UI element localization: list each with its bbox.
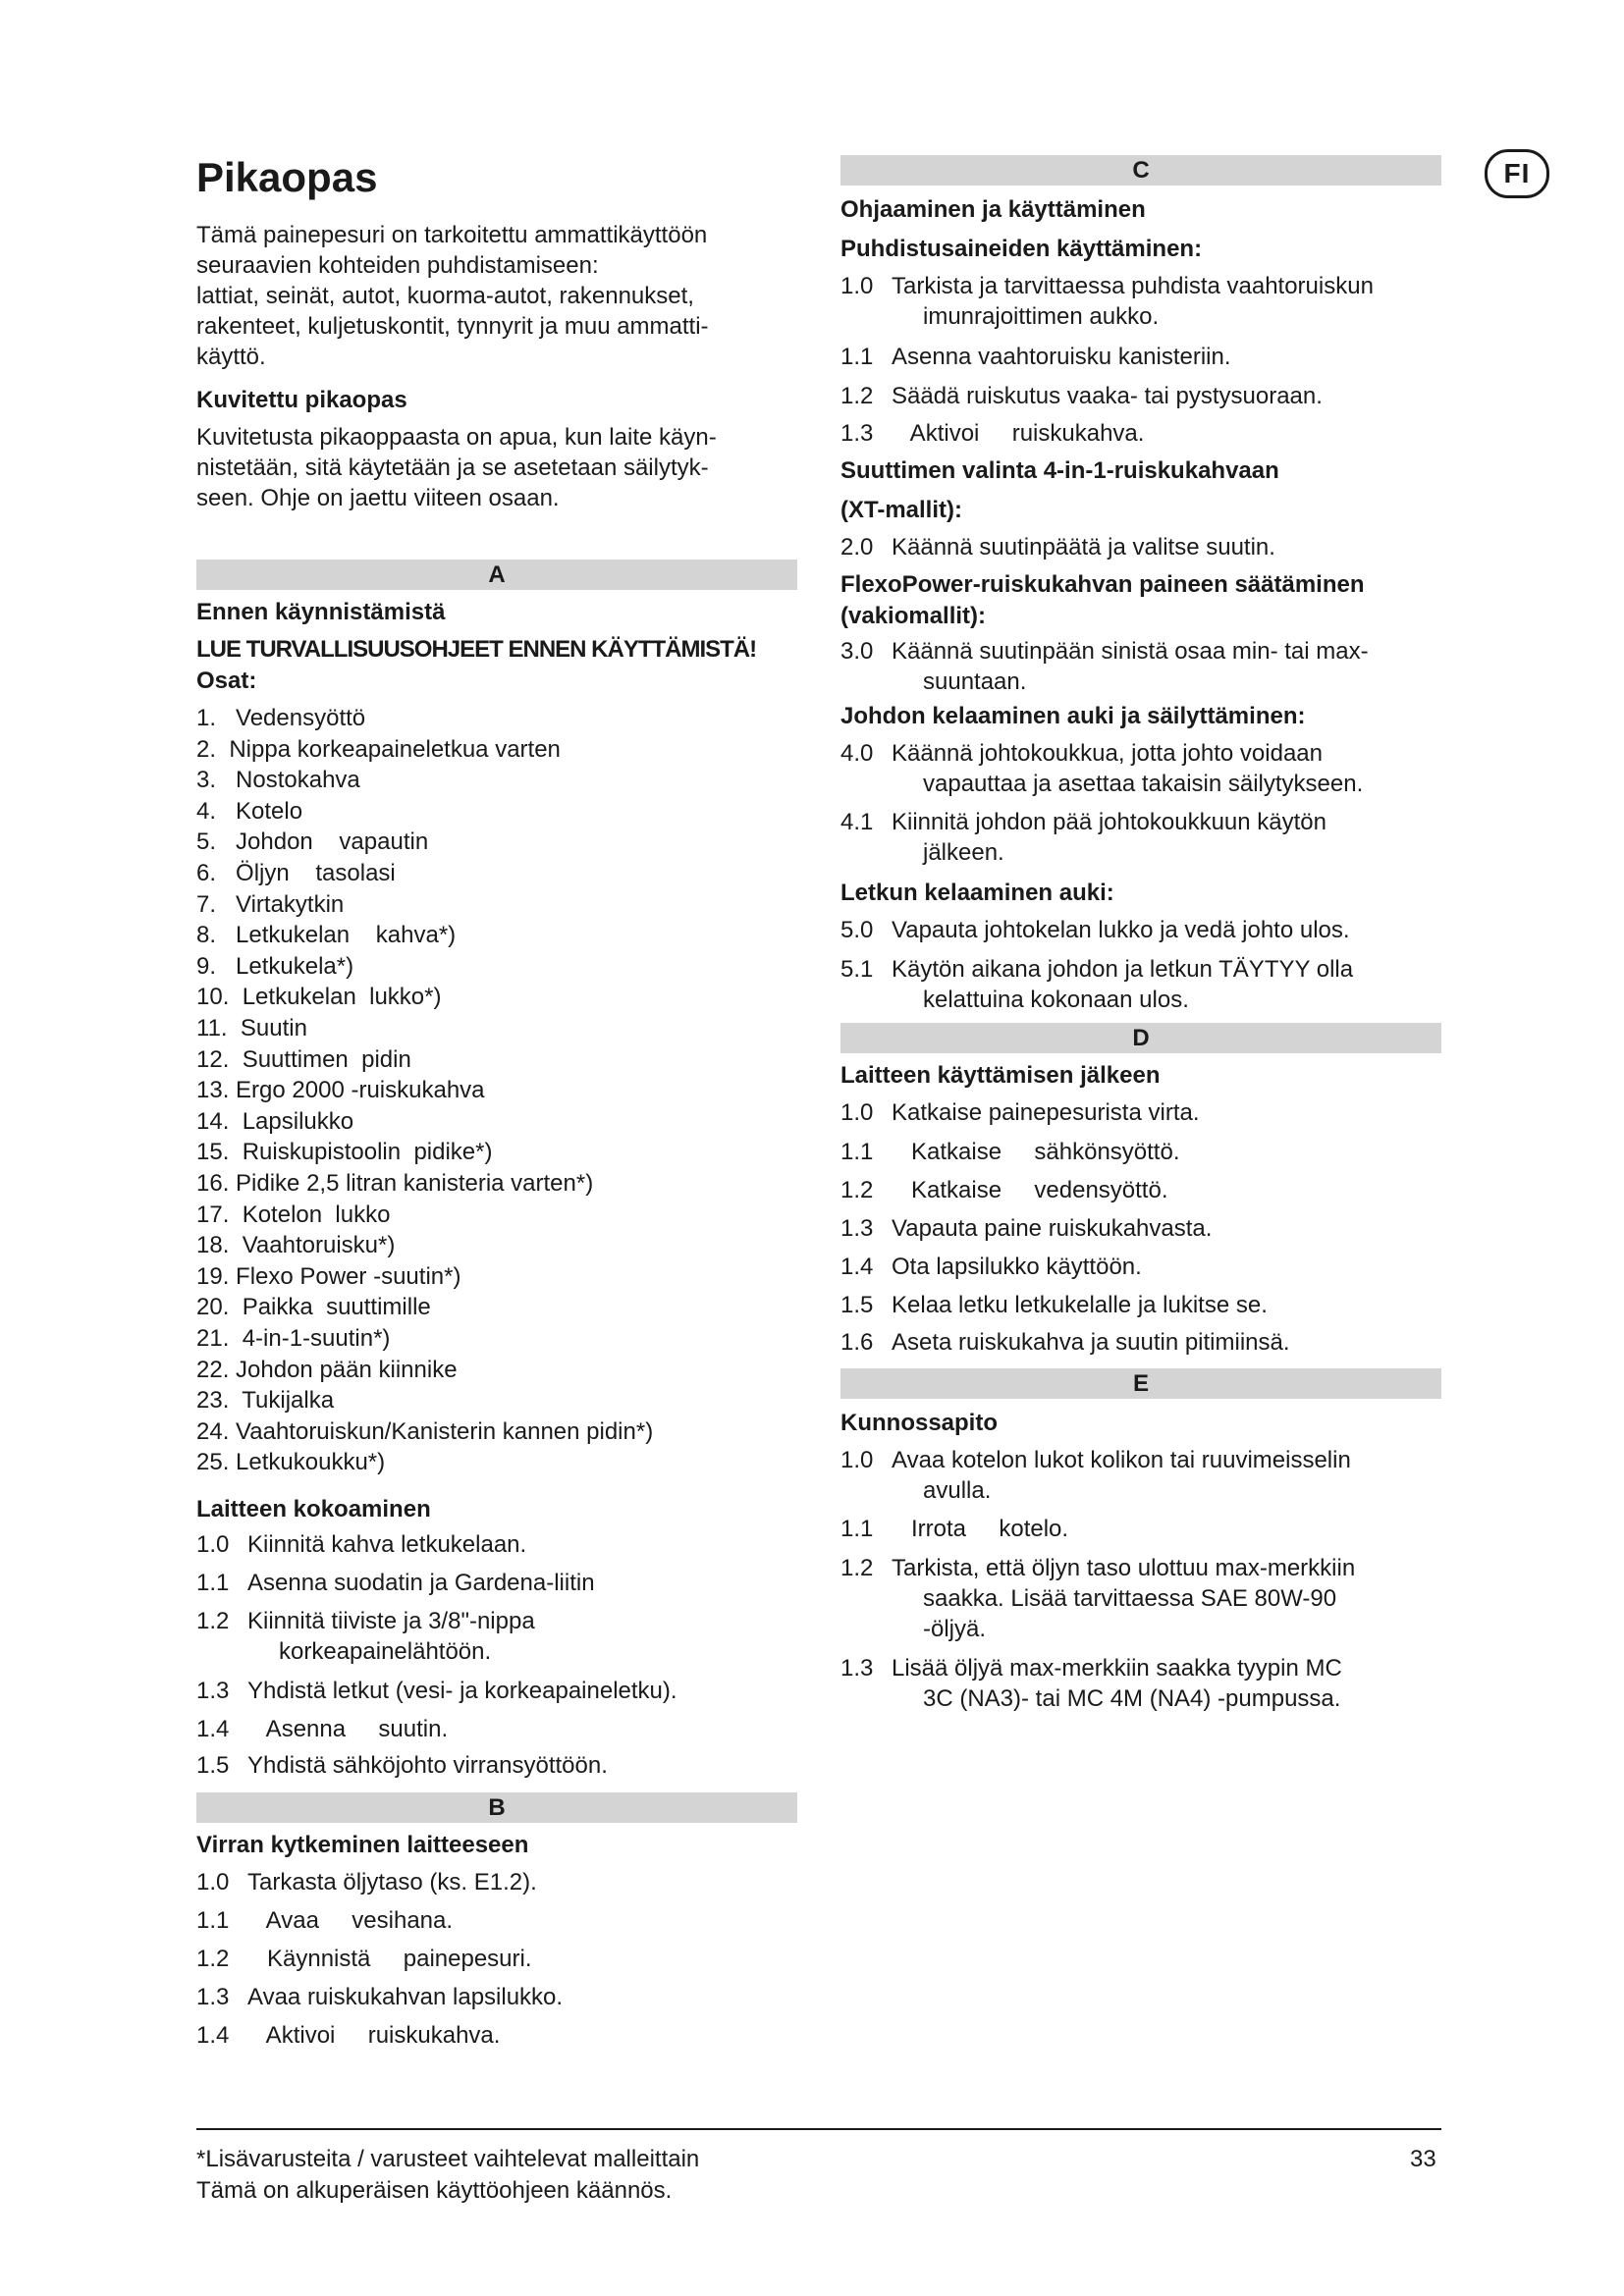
section-d-bar: D xyxy=(840,1023,1441,1053)
step-item xyxy=(840,636,1441,697)
step-item xyxy=(840,954,1441,1015)
step-number: 1.3 xyxy=(840,1655,874,1682)
parts-list-item: 14. Lapsilukko xyxy=(196,1107,354,1135)
parts-list-item: 7. Virtakytkin xyxy=(196,890,345,918)
parts-list-item: 3. Nostokahva xyxy=(196,767,360,794)
intro-paragraph: Tämä painepesuri on tarkoitettu ammattikäyttöön seuraavien kohteiden puhdistamiseen: lattiat, seinät, autot, kuorma-autot, rakennukset, rakenteet, kuljetuskontit, tynnyrit ja muu ammatti- käyttö. xyxy=(196,222,709,370)
step-item xyxy=(196,1529,797,1560)
step-item xyxy=(196,1568,797,1598)
step-number: 1.2 xyxy=(196,1946,230,1972)
step-item xyxy=(840,418,1441,449)
step-number: 1.2 xyxy=(840,383,874,409)
section-e-bar: E xyxy=(840,1368,1441,1399)
step-text: Vapauta johtokelan lukko ja vedä johto ulos. xyxy=(892,917,1350,943)
step-number: 1.2 xyxy=(840,1177,874,1203)
step-text: Aktivoi ruiskukahva. xyxy=(247,2022,501,2049)
step-text: Katkaise painepesurista virta. xyxy=(892,1099,1200,1126)
parts-list-item: 1. Vedensyöttö xyxy=(196,705,366,731)
step-text: Yhdistä sähköjohto virransyöttöön. xyxy=(247,1752,608,1779)
parts-list-item: 21. 4-in-1-suutin*) xyxy=(196,1325,391,1352)
section-e-heading: Kunnossapito xyxy=(840,1410,998,1436)
step-item xyxy=(840,532,1441,562)
section-b-heading: Virran kytkeminen laitteeseen xyxy=(196,1832,529,1858)
footer-translation-note: Tämä on alkuperäisen käyttöohjeen käännös. xyxy=(196,2177,673,2204)
step-text: Kiinnitä johdon pää johtokoukkuun käytön xyxy=(892,809,1326,835)
step-number: 1.0 xyxy=(840,1447,874,1473)
parts-list-item: 19. Flexo Power -suutin*) xyxy=(196,1262,461,1290)
step-text-continued: suuntaan. xyxy=(923,668,1027,695)
step-text: Vapauta paine ruiskukahvasta. xyxy=(892,1215,1213,1242)
step-text: Kiinnitä kahva letkukelaan. xyxy=(247,1531,527,1558)
step-number: 4.0 xyxy=(840,740,874,767)
language-badge: FI xyxy=(1485,149,1549,198)
step-text: Käännä johtokoukkua, jotta johto voidaan xyxy=(892,740,1323,767)
step-text-continued: kelattuina kokonaan ulos. xyxy=(923,987,1189,1013)
step-number: 2.0 xyxy=(840,534,874,561)
parts-list-item: 16. Pidike 2,5 litran kanisteria varten*) xyxy=(196,1170,594,1197)
step-number: 1.0 xyxy=(840,1099,874,1126)
step-text-continued: vapauttaa ja asettaa takaisin säilytykseen. xyxy=(923,771,1364,797)
step-item xyxy=(196,1676,797,1706)
step-item xyxy=(840,342,1441,372)
step-item xyxy=(840,1175,1441,1205)
step-text-continued: jälkeen. xyxy=(923,839,1004,866)
parts-list-item: 20. Paikka suuttimille xyxy=(196,1294,431,1321)
step-text-continued: avulla. xyxy=(923,1477,992,1504)
parts-heading: Osat: xyxy=(196,667,257,694)
section-b-bar: B xyxy=(196,1792,797,1823)
step-number: 1.0 xyxy=(196,1869,230,1896)
step-number: 1.2 xyxy=(196,1608,230,1634)
step-text: Tarkasta öljytaso (ks. E1.2). xyxy=(247,1869,537,1896)
step-item xyxy=(840,915,1441,945)
step-text: Yhdistä letkut (vesi- ja korkeapaineletku). xyxy=(247,1678,677,1704)
step-text: Irrota kotelo. xyxy=(892,1516,1069,1542)
section-c-bar: C xyxy=(840,155,1441,186)
step-item xyxy=(196,1982,797,2012)
step-item xyxy=(840,1137,1441,1167)
parts-list-item: 8. Letkukelan kahva*) xyxy=(196,922,457,949)
step-number: 1.0 xyxy=(196,1531,230,1558)
step-text-continued: korkeapainelähtöön. xyxy=(279,1638,492,1665)
step-item xyxy=(196,1944,797,1974)
section-c-heading: Ohjaaminen ja käyttäminen xyxy=(840,196,1146,223)
footer-divider xyxy=(196,2128,1441,2130)
parts-list-item: 15. Ruiskupistoolin pidike*) xyxy=(196,1139,493,1166)
parts-list-item: 12. Suuttimen pidin xyxy=(196,1045,411,1073)
step-number: 4.1 xyxy=(840,809,874,835)
step-item xyxy=(840,1327,1441,1358)
step-number: 1.1 xyxy=(840,1516,874,1542)
parts-list-item: 24. Vaahtoruiskun/Kanisterin kannen pidin*) xyxy=(196,1417,654,1445)
step-number: 1.3 xyxy=(840,1215,874,1242)
parts-list-item: 4. Kotelo xyxy=(196,797,303,825)
parts-list-item: 18. Vaahtoruisku*) xyxy=(196,1232,396,1259)
step-text: Käännä suutinpään sinistä osaa min- tai max- xyxy=(892,638,1369,665)
step-text: Säädä ruiskutus vaaka- tai pystysuoraan. xyxy=(892,383,1323,409)
step-number: 1.0 xyxy=(840,273,874,299)
assembly-heading: Laitteen kokoaminen xyxy=(196,1496,431,1522)
step-number: 1.5 xyxy=(196,1752,230,1779)
step-text-continued: -öljyä. xyxy=(923,1616,987,1642)
step-item xyxy=(196,2020,797,2051)
step-text: Käännä suutinpäätä ja valitse suutin. xyxy=(892,534,1275,561)
step-text-continued: imunrajoittimen aukko. xyxy=(923,303,1160,330)
nozzle-selection-subheading: (XT-mallit): xyxy=(840,497,962,523)
parts-list-item: 13. Ergo 2000 -ruiskukahva xyxy=(196,1077,485,1104)
step-number: 1.1 xyxy=(196,1570,230,1596)
cord-heading: Johdon kelaaminen auki ja säilyttäminen: xyxy=(840,703,1306,729)
step-text: Aseta ruiskukahva ja suutin pitimiinsä. xyxy=(892,1329,1290,1356)
step-text: Käytön aikana johdon ja letkun TÄYTYY olla xyxy=(892,956,1354,983)
step-text: Kelaa letku letkukelalle ja lukitse se. xyxy=(892,1292,1268,1318)
step-number: 1.3 xyxy=(840,420,874,447)
section-a-bar: A xyxy=(196,560,797,590)
step-number: 1.3 xyxy=(196,1678,230,1704)
step-number: 1.1 xyxy=(840,344,874,370)
step-number: 3.0 xyxy=(840,638,874,665)
step-text: Ota lapsilukko käyttöön. xyxy=(892,1254,1142,1280)
step-number: 1.1 xyxy=(196,1907,230,1934)
step-item xyxy=(196,1905,797,1936)
parts-list-item: 6. Öljyn tasolasi xyxy=(196,860,396,886)
step-number: 1.6 xyxy=(840,1329,874,1356)
step-text: Käynnistä painepesuri. xyxy=(247,1946,532,1972)
safety-warning: LUE TURVALLISUUSOHJEET ENNEN KÄYTTÄMISTÄ! xyxy=(196,636,757,663)
parts-list-item: 10. Letkukelan lukko*) xyxy=(196,984,442,1011)
guide-heading: Kuvitettu pikaopas xyxy=(196,387,407,413)
step-item xyxy=(840,1213,1441,1244)
step-text: Asenna suodatin ja Gardena-liitin xyxy=(247,1570,595,1596)
parts-list-item: 2. Nippa korkeapaineletkua varten xyxy=(196,735,561,763)
step-item xyxy=(840,1097,1441,1128)
step-number: 1.2 xyxy=(840,1555,874,1581)
parts-list-item: 5. Johdon vapautin xyxy=(196,828,429,856)
step-item xyxy=(840,271,1441,332)
step-item xyxy=(840,381,1441,411)
step-item xyxy=(196,1867,797,1897)
step-text: Avaa vesihana. xyxy=(247,1907,454,1934)
step-text-continued: saakka. Lisää tarvittaessa SAE 80W-90 xyxy=(923,1585,1337,1612)
step-number: 5.1 xyxy=(840,956,874,983)
step-number: 1.1 xyxy=(840,1139,874,1165)
step-text: Kiinnitä tiiviste ja 3/8"-nippa xyxy=(247,1608,535,1634)
step-text: Asenna suutin. xyxy=(247,1716,449,1742)
step-text: Aktivoi ruiskukahva. xyxy=(892,420,1145,447)
step-item xyxy=(840,1252,1441,1282)
step-item xyxy=(840,1514,1441,1544)
step-number: 1.4 xyxy=(840,1254,874,1280)
step-item xyxy=(840,807,1441,868)
page-number: 33 xyxy=(1410,2146,1436,2172)
parts-list-item: 22. Johdon pään kiinnike xyxy=(196,1356,458,1383)
parts-list-item: 11. Suutin xyxy=(196,1015,307,1041)
page-title: Pikaopas xyxy=(196,154,378,200)
step-text: Avaa kotelon lukot kolikon tai ruuvimeisselin xyxy=(892,1447,1351,1473)
flexopower-heading: FlexoPower-ruiskukahvan paineen säätäminen xyxy=(840,571,1365,598)
step-text: Avaa ruiskukahvan lapsilukko. xyxy=(247,1984,564,2010)
step-text: Katkaise vedensyöttö. xyxy=(892,1177,1168,1203)
step-number: 1.4 xyxy=(196,1716,230,1742)
guide-paragraph: Kuvitetusta pikaoppaasta on apua, kun laite käyn- nistetään, sitä käytetään ja se asetetaan säilytyk- seen. Ohje on jaettu viiteen osaan. xyxy=(196,424,717,511)
flexopower-subheading: (vakiomallit): xyxy=(840,603,987,629)
hose-heading: Letkun kelaaminen auki: xyxy=(840,880,1114,906)
step-item xyxy=(840,1553,1441,1644)
step-item xyxy=(840,1653,1441,1714)
step-text: Tarkista, että öljyn taso ulottuu max-merkkiin xyxy=(892,1555,1356,1581)
step-item xyxy=(840,1445,1441,1506)
step-number: 1.5 xyxy=(840,1292,874,1318)
step-number: 1.3 xyxy=(196,1984,230,2010)
parts-list-item: 23. Tukijalka xyxy=(196,1387,335,1415)
step-text: Asenna vaahtoruisku kanisteriin. xyxy=(892,344,1231,370)
section-a-heading: Ennen käynnistämistä xyxy=(196,599,446,625)
step-item xyxy=(840,738,1441,799)
step-number: 5.0 xyxy=(840,917,874,943)
step-item xyxy=(196,1750,797,1781)
parts-list-item: 17. Kotelon lukko xyxy=(196,1201,391,1228)
step-text: Lisää öljyä max-merkkiin saakka tyypin MC xyxy=(892,1655,1342,1682)
parts-list-item: 9. Letkukela*) xyxy=(196,952,354,980)
parts-list-item: 25. Letkukoukku*) xyxy=(196,1449,386,1476)
section-d-heading: Laitteen käyttämisen jälkeen xyxy=(840,1062,1161,1089)
step-text-continued: 3C (NA3)- tai MC 4M (NA4) -pumpussa. xyxy=(923,1685,1341,1712)
step-text: Katkaise sähkönsyöttö. xyxy=(892,1139,1180,1165)
step-item xyxy=(196,1606,797,1667)
step-item xyxy=(196,1714,797,1744)
cleaning-agents-heading: Puhdistusaineiden käyttäminen: xyxy=(840,236,1203,262)
step-text: Tarkista ja tarvittaessa puhdista vaahtoruiskun xyxy=(892,273,1374,299)
step-number: 1.4 xyxy=(196,2022,230,2049)
step-item xyxy=(840,1290,1441,1320)
nozzle-selection-heading: Suuttimen valinta 4-in-1-ruiskukahvaan xyxy=(840,457,1279,484)
footer-accessory-note: *Lisävarusteita / varusteet vaihtelevat malleittain xyxy=(196,2146,700,2172)
